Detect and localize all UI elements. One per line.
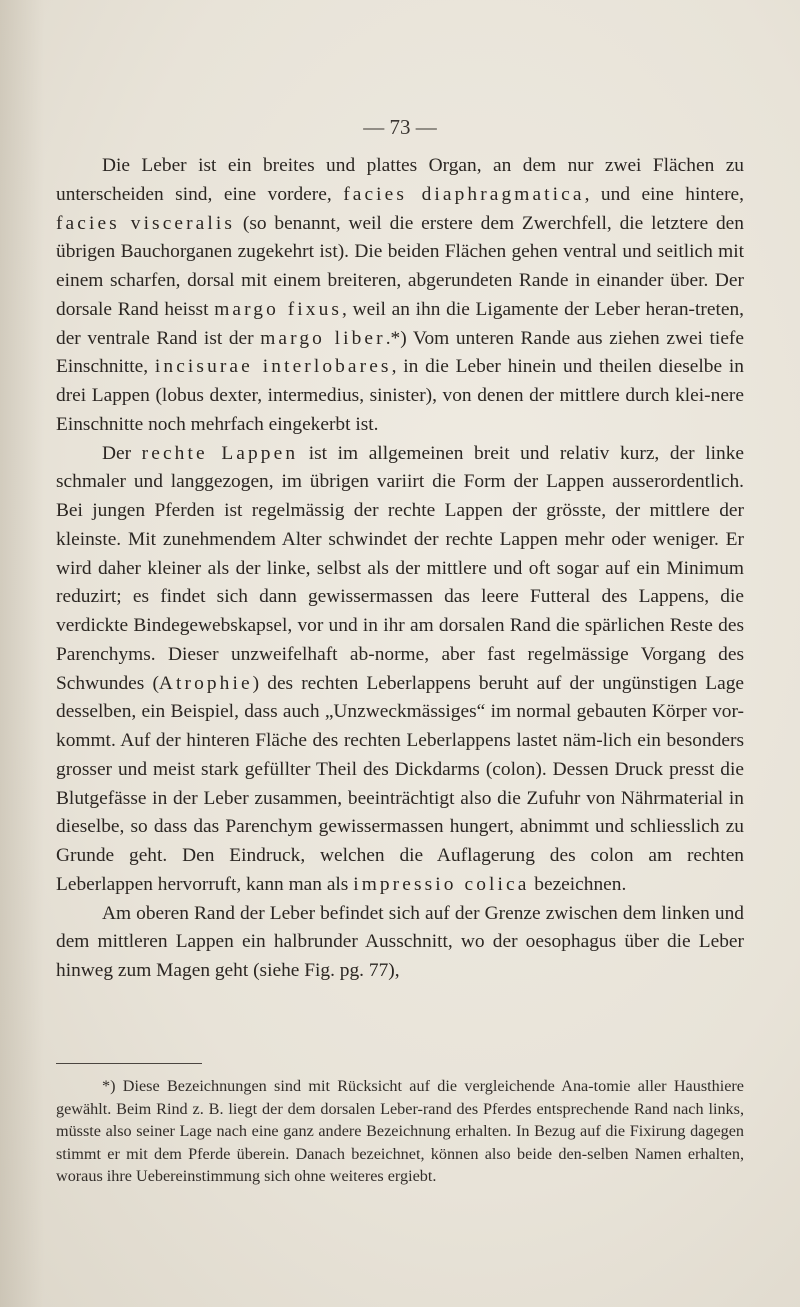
- text-run: , und eine hintere,: [584, 183, 744, 205]
- text-run: Der: [102, 442, 142, 464]
- spaced-term: rechte Lappen: [141, 442, 299, 464]
- body-text: [56, 152, 744, 986]
- footnote: *) Diese Bezeichnungen sind mit Rücksicht auf die vergleichende Ana-tomie aller Hausthiere gewählt. Beim Rind z. B. liegt der dem dorsalen Leber-rand des Pferdes entsprechende Rand nach links, müsste also seiner Lage nach eine ganz andere Bezeichnung erhalten. In Bezug auf die Fixirung dagegen stimmt er mit dem Pferde überein. Danach bezeichnet, können also beide den-selben Namen erhalten, woraus ihre Uebereinstimmung sich ohne weiteres ergiebt.: [56, 1077, 744, 1186]
- text-run: ist im allgemeinen breit und relativ kurz, der linke schmaler und langgezogen, im übrigen variirt die Form der Lappen ausserordentlich. Bei jungen Pferden ist regelmässig der rechte Lappen der grösste, der mittlere der kleinste. Mit zunehmendem Alter schwindet der rechte Lappen mehr oder weniger. Er wird daher kleiner als der linke, selbst als der mittlere und oft sogar auf ein Minimum reduzirt; es findet sich dann gewissermassen das leere Futteral des Lappens, die verdickte Bindegewebskapsel, vor und in ihr am dorsalen Rand die spärlichen Reste des Parenchyms. Dieser unzweifelhaft ab-norme, aber fast regelmässige Vorgang des Schwundes (: [56, 442, 744, 694]
- footnote-rule: [56, 1063, 202, 1064]
- spaced-term: facies diaphragmatica: [343, 183, 585, 205]
- page-edge-shadow: [0, 0, 44, 1307]
- page-number: — 73 —: [363, 115, 437, 139]
- paragraph: [56, 900, 744, 986]
- paragraph: [56, 152, 744, 440]
- text-run: Am oberen Rand der Leber befindet sich auf der Grenze zwischen dem linken und dem mittleren Lappen ein halbrunder Ausschnitt, wo der oesophagus über die Leber hinweg zum Magen geht (siehe Fig. pg. 77),: [56, 902, 744, 981]
- text-run: .*) Vom unteren Rande aus ziehen zwei tiefe Einschnitte,: [56, 327, 744, 378]
- spaced-term: Atrophie: [158, 672, 253, 694]
- text-run: Die Leber ist ein breites und plattes Organ, an dem nur zwei Flächen zu unterscheiden sind, eine vordere,: [56, 155, 744, 205]
- spaced-term: impressio colica: [353, 873, 530, 895]
- spaced-term: margo liber: [260, 327, 386, 349]
- text-run: , in die Leber hinein und theilen dieselbe in drei Lappen (lobus dexter, intermedius, sinister), von denen der mittlere durch klei-nere Einschnitte noch mehrfach eingekerbt ist.: [56, 356, 744, 435]
- text-run: (so benannt, weil die erstere dem Zwerchfell, die letztere den übrigen Bauchorganen zugekehrt ist). Die beiden Flächen gehen ventral und seitlich mit einem scharfen, dorsal mit einem breiteren, abgerundeten Rande in einander über. Der dorsale Rand heisst: [56, 212, 744, 320]
- spaced-term: margo fixus: [214, 298, 343, 320]
- text-run: , weil an ihn die Ligamente der Leber heran-treten, der ventrale Rand ist der: [56, 298, 744, 349]
- text-run: ) des rechten Leberlappens beruht auf der ungünstigen Lage desselben, ein Beispiel, dass auch „Unzweckmässiges“ im normal gebauten Körper vor-kommt. Auf der hinteren Fläche des rechten Leberlappens lastet näm-lich ein besonders grosser und meist stark gefüllter Theil des Dickdarms (colon). Dessen Druck presst die Blutgefässe in der Leber zusammen, beeinträchtigt also die Zufuhr von Nährmaterial in dieselbe, so dass das Parenchym gewissermassen hungert, abnimmt und schliesslich zu Grunde geht. Den Eindruck, welchen die Auflagerung des colon am rechten Leberlappen hervorruft, kann man als: [56, 672, 744, 895]
- paragraph: [56, 440, 744, 900]
- spaced-term: incisurae interlobares: [154, 356, 392, 378]
- text-run: bezeichnen.: [529, 873, 627, 895]
- spaced-term: facies visceralis: [56, 212, 236, 234]
